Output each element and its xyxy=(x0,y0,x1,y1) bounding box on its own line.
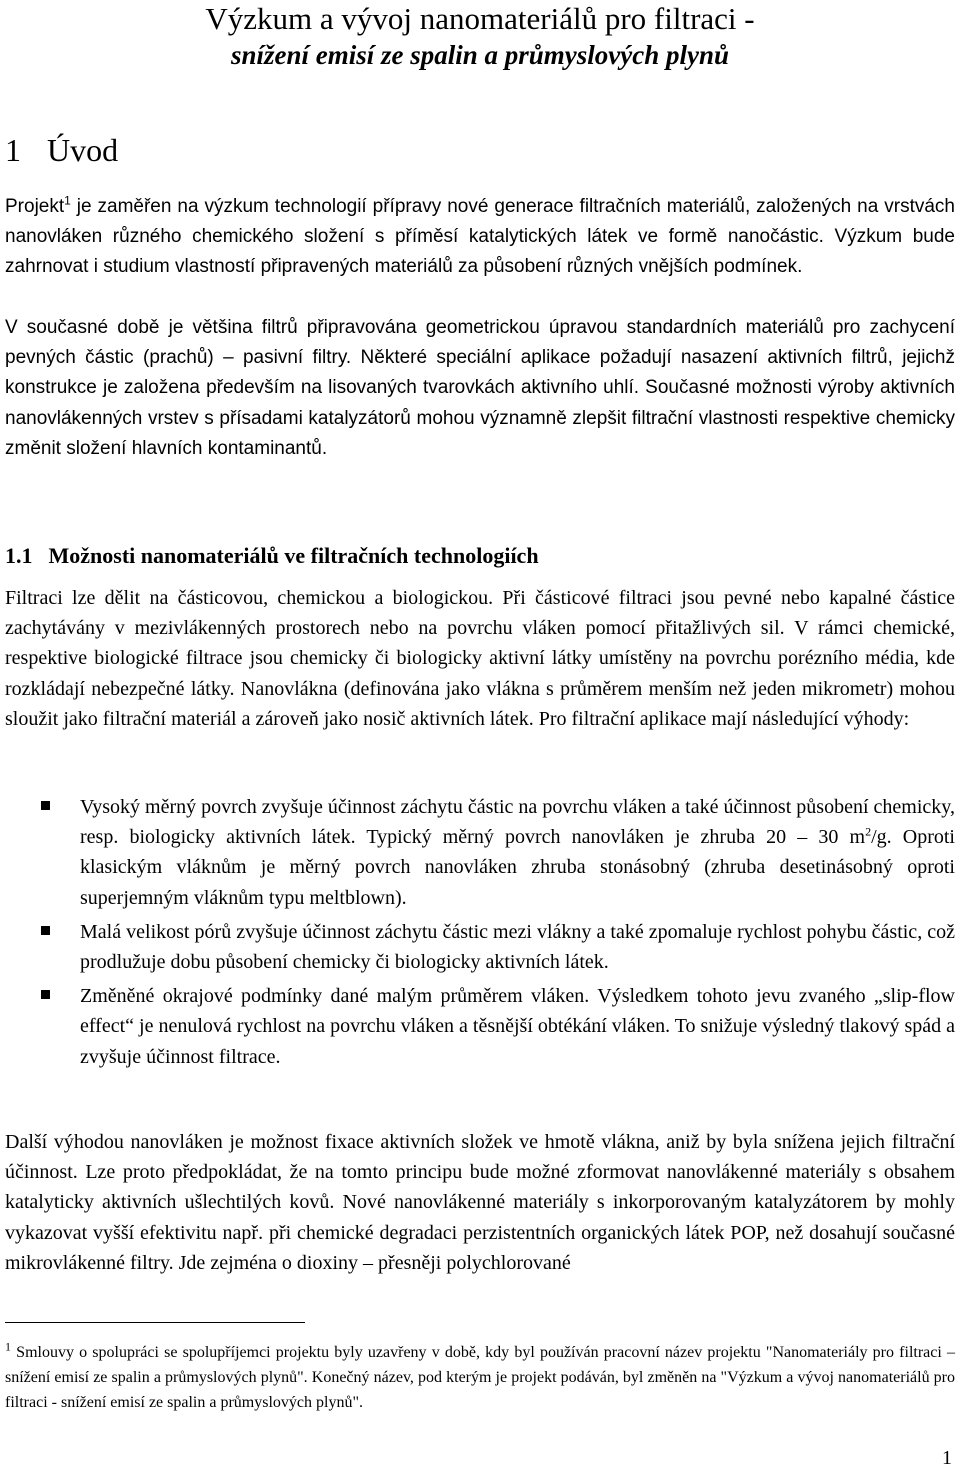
list-item-text-cont: /g. Oproti klasickým vláknům je měrný povrch nanovláken zhruba stonásobný (zhruba desetinásobný oproti superjemným vláknům typu meltblown). xyxy=(80,826,955,909)
paragraph-nanofiber-advantages: Další výhodou nanovláken je možnost fixace aktivních složek ve hmotě vlákna, aniž by byla snížena jejich filtrační účinnost. Lze proto předpokládat, že na tomto principu bude možné zformovat nanovlákenné materiály s obsahem katalyticky aktivních ušlechtilých kovů. Nové nanovlákenné materiály s inkorporovaným katalyzátorem by mohly vykazovat vyšší efektivitu např. při chemické degradaci perzistentních organických látek POP, než dosahují současné mikrovlákenné filtry. Jde zejména o dioxiny – přesněji polychlorované xyxy=(5,1131,955,1274)
section-number: 1 xyxy=(5,132,21,168)
bullet-square-icon xyxy=(41,926,50,935)
superscript: 2 xyxy=(865,824,872,839)
intro-paragraph xyxy=(5,192,955,283)
footnote-reference[interactable]: 1 xyxy=(64,193,71,208)
footnote xyxy=(5,1340,955,1415)
subsection-title: Možnosti nanomateriálů ve filtračních technologiích xyxy=(48,543,539,568)
list-item xyxy=(5,917,955,977)
advantages-list xyxy=(5,792,955,1076)
subsection-number: 1.1 xyxy=(5,543,33,568)
title-line-1: Výzkum a vývoj nanomateriálů pro filtraci - xyxy=(205,1,755,36)
paragraph-current-filters: V současné době je většina filtrů připravována geometrickou úpravou standardních materiálů pro zachycení pevných částic (prachů) – pasivní filtry. Některé speciální aplikace požadují nasazení aktivních filtrů, jejichž konstrukce je založena především na lisovaných tvarovkách aktivního uhlí. Současné možnosti výroby aktivních nanovlákenných vrstev s přísadami katalyzátorů mohou významně zlepšit filtrační vlastnosti respektive chemicky změnit složení hlavních kontaminantů. xyxy=(5,317,955,459)
list-item xyxy=(5,981,955,1072)
list-item-text: Změněné okrajové podmínky dané malým průměrem vláken. Výsledkem tohoto jevu zvaného „slip-flow effect“ je nenulová rychlost na povrchu vláken a těsnější obtékání vláken. To snižuje výsledný tlakový spád a zvyšuje účinnost filtrace. xyxy=(80,985,955,1068)
page-number: 1 xyxy=(942,1447,952,1469)
section-heading-1 xyxy=(5,130,118,170)
intro-first-word: Projekt xyxy=(5,196,65,217)
section-title: Úvod xyxy=(47,132,119,168)
section-heading-1-1 xyxy=(5,538,539,574)
list-item-text: Malá velikost pórů zvyšuje účinnost záchytu částic mezi vlákny a také zpomaluje rychlost pohybu částic, což prodlužuje dobu působení chemicky či biologicky aktivních látek. xyxy=(80,920,955,974)
footnote-text: Smlouvy o spolupráci se spolupříjemci projektu byly uzavřeny v době, kdy byl používán pracovní název projektu "Nanomateriály pro filtraci – snížení emisí ze spalin a průmyslových plynů". Konečný název, pod kterým je projekt podáván, byl změněn na "Výzkum a vývoj nanomateriálů pro filtraci - snížení emisí ze spalin a průmyslových plynů". xyxy=(5,1344,955,1411)
list-item xyxy=(5,792,955,913)
document-title xyxy=(5,0,955,74)
title-line-2: snížení emisí ze spalin a průmyslových plynů xyxy=(230,40,730,70)
bullet-square-icon xyxy=(41,990,50,999)
paragraph-filtration-types: Filtraci lze dělit na částicovou, chemickou a biologickou. Při částicové filtraci jsou pevné nebo kapalné částice zachytávány v mezivlákenných prostorech nebo na povrchu vláken pomocí přitažlivých sil. V rámci chemické, respektive biologické filtrace jsou chemicky či biologicky aktivní látky umístěny na povrchu porézního média, kde rozkládají nebezpečné látky. Nanovlákna (definována jako vlákna s průměrem menším než jeden mikrometr) mohou sloužit jako filtrační materiál a zároveň jako nosič aktivních látek. Pro filtrační aplikace mají následující výhody: xyxy=(5,587,955,730)
list-item-text: Vysoký měrný povrch zvyšuje účinnost záchytu částic na povrchu vláken a také účinnost působení chemicky, resp. biologicky aktivních látek. Typický měrný povrch nanovláken je zhruba 20 – 30 m xyxy=(80,796,955,849)
intro-text: je zaměřen na výzkum technologií přípravy nové generace filtračních materiálů, založených na vrstvách nanovláken různého chemického složení s příměsí katalytických látek ve formě nanočástic. Výzkum bude zahrnovat i studium vlastností připravených materiálů za působení různých vnějších podmínek. xyxy=(5,196,955,278)
bullet-square-icon xyxy=(41,801,50,810)
footnote-separator xyxy=(5,1322,305,1323)
footnote-mark: 1 xyxy=(5,1339,11,1354)
